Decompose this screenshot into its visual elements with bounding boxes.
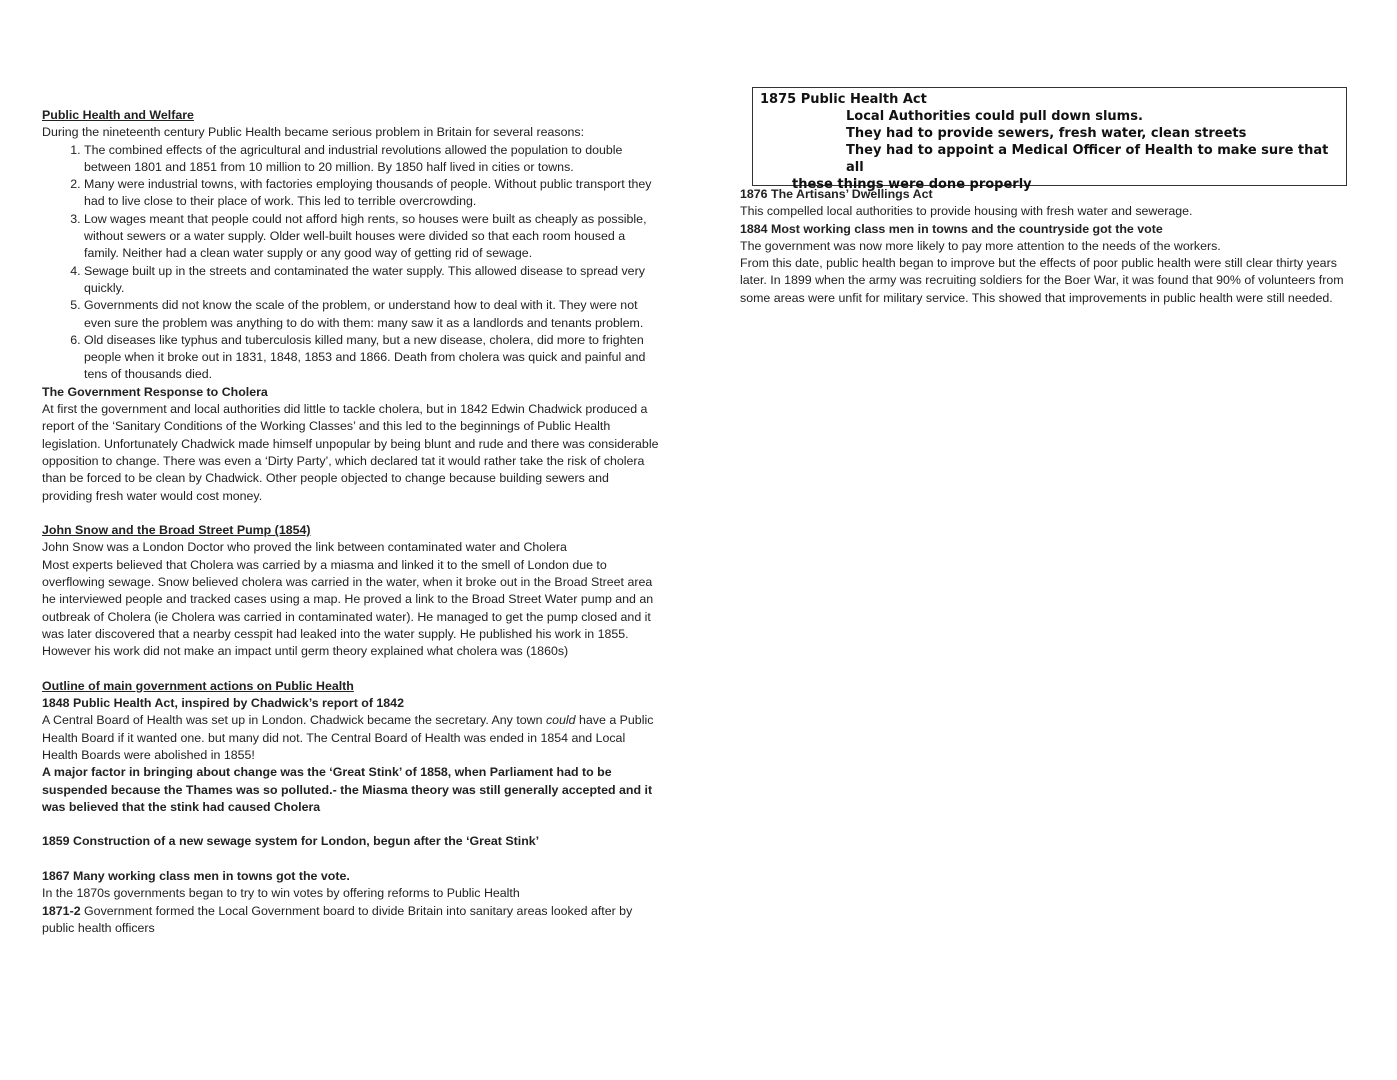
artisans-text: This compelled local authorities to provide housing with fresh water and sewerage. <box>740 204 1193 219</box>
great-stink-text: A major factor in bringing about change was the ‘Great Stink’ of 1858, when Parliament had to be suspended because the Thames was so polluted.- the Miasma theory was still generally accepted and it was believed that the stink had caused Cholera <box>42 765 653 814</box>
vote-1867-text: 1867 Many working class men in towns got the vote. <box>42 869 350 884</box>
act-1875-title: 1875 Public Health Act <box>760 92 927 107</box>
act-1875-line: these things were done properly <box>792 177 1032 192</box>
left-column <box>42 107 662 937</box>
intro-text: During the nineteenth century Public Health became serious problem in Britain for several reasons: <box>42 125 585 140</box>
gov-response-text: At first the government and local authorities did little to tackle cholera, but in 1842 Edwin Chadwick produced a report of the ‘Sanitary Conditions of the Working Classes’ and this led to the beginnings of Public Health legislation. Unfortunately Chadwick made himself unpopular by being blunt and rude and there was considerable opposition to change. There was even a ‘Dirty Party’, which declared tat it would rather take the risk of cholera than be forced to be clean by Chadwick. Other people objected to change because building sewers and providing fresh water would cost money. <box>42 402 659 503</box>
list-item: 1. The combined effects of the agricultural and industrial revolutions allowed the population to double between 1801 and 1851 from 10 million to 20 million. By 1850 half lived in cities or towns. <box>84 142 662 177</box>
list-item: 5. Governments did not know the scale of the problem, or understand how to deal with it. They were not even sure the problem was anything to do with them: many saw it as a landlords and tenants problem. <box>84 297 662 332</box>
improvement-text: From this date, public health began to improve but the effects of poor public health were still clear thirty years later. In 1899 when the army was recruiting soldiers for the Boer War, it was found that 90% of volunteers from some areas were unfit for military service. This showed that improvements in public health were still needed. <box>740 256 1344 305</box>
act-1875-line: Local Authorities could pull down slums. <box>846 109 1143 124</box>
list-item: 6. Old diseases like typhus and tuberculosis killed many, but a new disease, cholera, did more to frighten people when it broke out in 1831, 1848, 1853 and 1866. Death from cholera was quick and painful and tens of thousands died. <box>84 332 662 384</box>
snow-intro: John Snow was a London Doctor who proved the link between contaminated water and Cholera <box>42 540 567 555</box>
snow-heading: John Snow and the Broad Street Pump (1854) <box>42 523 311 538</box>
page-title: Public Health and Welfare <box>42 108 194 122</box>
snow-text: Most experts believed that Cholera was carried by a miasma and linked it to the smell of London due to overflowing sewage. Snow believed cholera was carried in the water, when it broke out in the Broad Street area he interviewed people and tracked cases using a map. He proved a link to the Broad Street Water pump and an outbreak of Cholera (ie Cholera was carried in contaminated water). He managed to get the pump closed and it was later discovered that a nearby cesspit had leaked into the water supply. He published his work in 1855. However his work did not make an impact until germ theory explained what cholera was (1860s) <box>42 557 654 659</box>
sewage-system-text: 1859 Construction of a new sewage system for London, begun after the ‘Great Stink’ <box>42 834 540 849</box>
vote-1884-heading: 1884 Most working class men in towns and the countryside got the vote <box>740 221 1163 236</box>
reasons-list <box>42 142 662 384</box>
gov-response-heading: The Government Response to Cholera <box>42 384 268 399</box>
act-1875-line: They had to provide sewers, fresh water, clean streets <box>846 126 1247 141</box>
act-1848-text: A Central Board of Health was set up in London. Chadwick became the secretary. Any town could have a Public Health Board if it wanted one. but many did not. The Central Board of Health was ended in 1854 and Local Health Boards were abolished in 1855! <box>42 713 654 762</box>
reforms-1870-text: In the 1870s governments began to try to win votes by offering reforms to Public Health <box>42 886 520 901</box>
act-1875-box <box>752 87 1347 192</box>
act-1875-line: They had to appoint a Medical Officer of Health to make sure that all <box>846 143 1329 175</box>
right-column <box>740 186 1350 307</box>
list-item: 3. Low wages meant that people could not afford high rents, so houses were built as cheaply as possible, without sewers or a water supply. Older well-built houses were divided so that each room housed a family. Neither had a clean water supply or any good way of getting rid of sewage. <box>84 211 662 263</box>
outline-heading: Outline of main government actions on Public Health <box>42 678 354 693</box>
lgb-text: 1871-2 Government formed the Local Government board to divide Britain into sanitary areas looked after by public health officers <box>42 903 633 935</box>
act-1848-heading: 1848 Public Health Act, inspired by Chadwick’s report of 1842 <box>42 696 404 711</box>
list-item: 2. Many were industrial towns, with factories employing thousands of people. Without public transport they had to live close to their place of work. This led to terrible overcrowding. <box>84 176 662 211</box>
artisans-heading: 1876 The Artisans’ Dwellings Act <box>740 187 933 201</box>
attention-text: The government was now more likely to pay more attention to the needs of the workers. <box>740 238 1221 253</box>
list-item: 4. Sewage built up in the streets and contaminated the water supply. This allowed disease to spread very quickly. <box>84 263 662 298</box>
